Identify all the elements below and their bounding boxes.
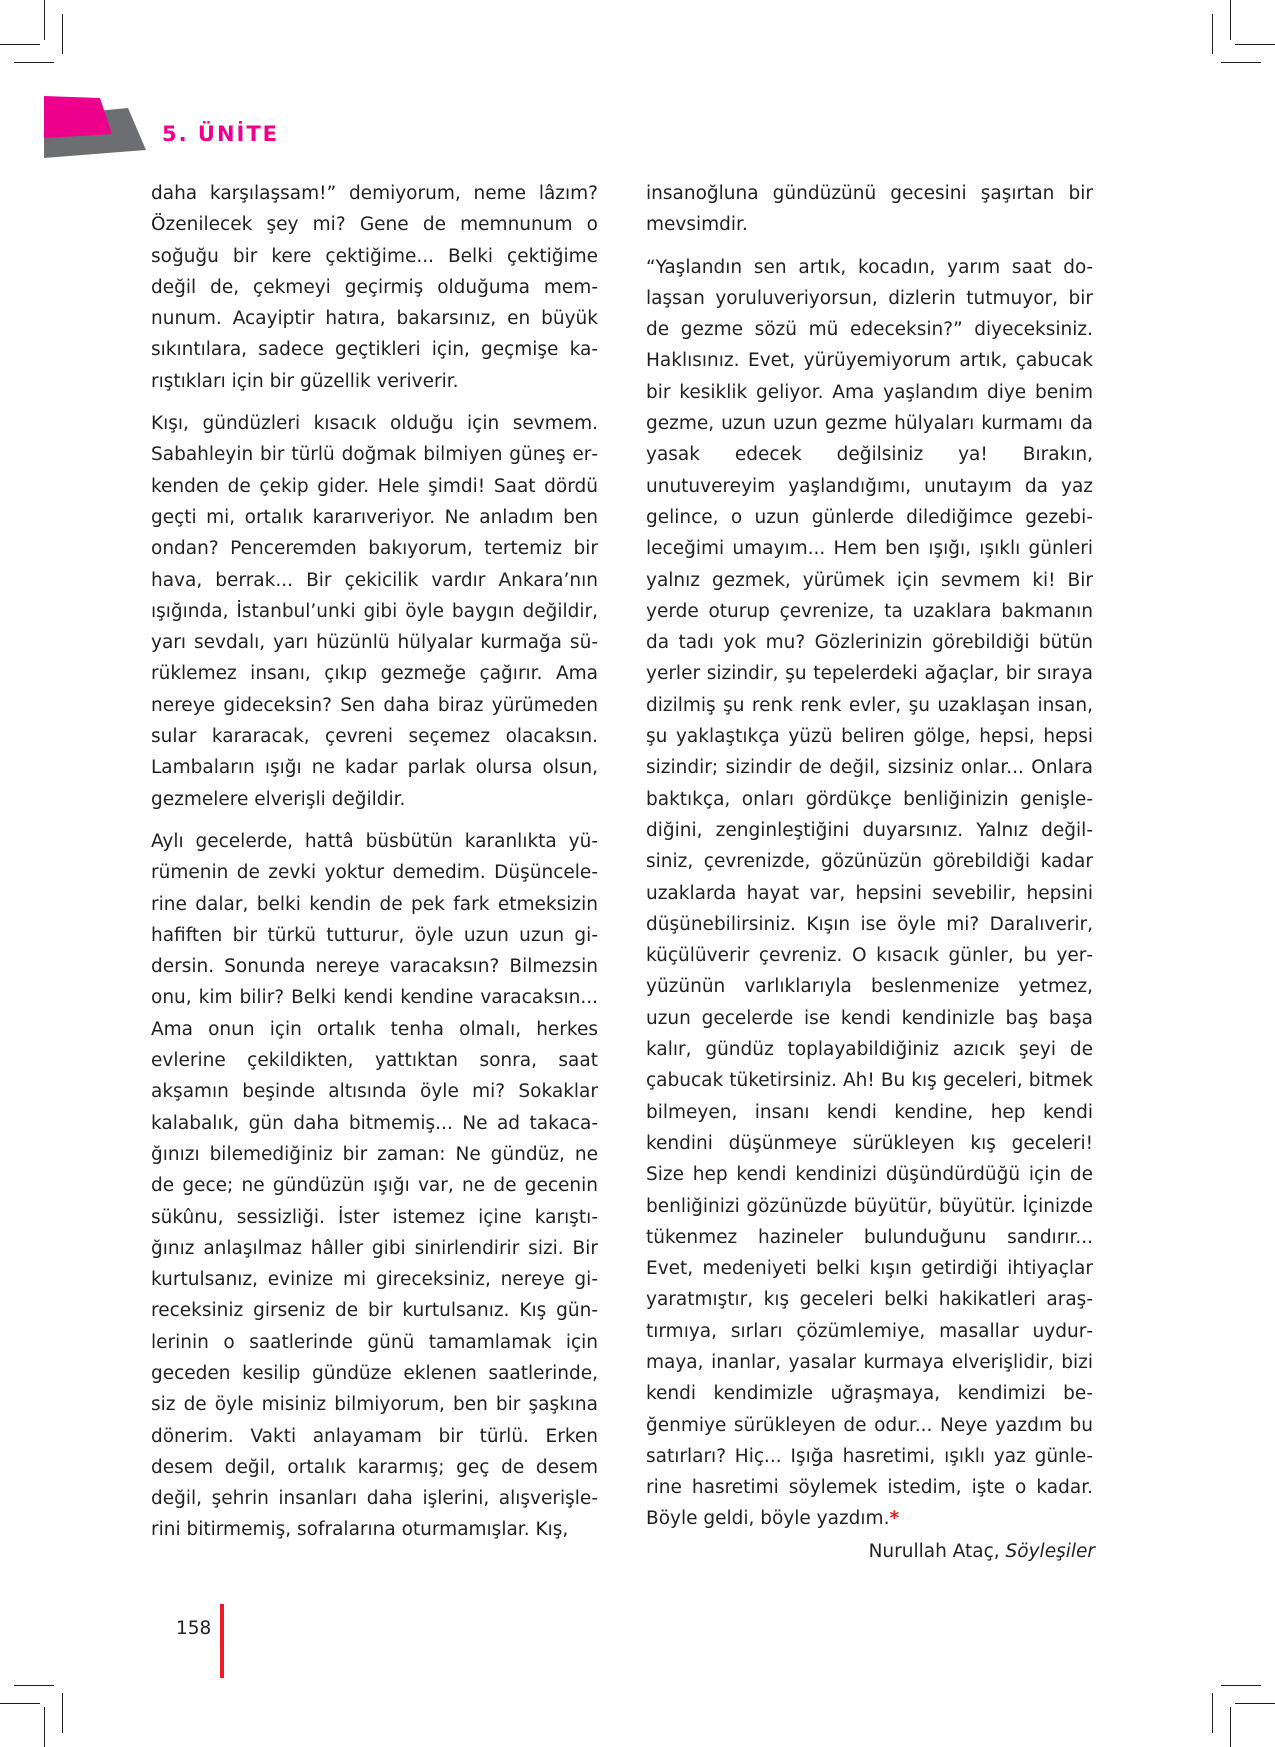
crop-mark [1230,0,1231,40]
crop-mark [0,1703,40,1704]
crop-mark [1235,44,1275,45]
crop-mark [1212,14,1213,54]
crop-mark [1221,62,1261,63]
paragraph: Kışı, gündüzleri kısacık olduğu için sevmem. Sabahleyin bir türlü doğmak bilmiyen güneş erkenden de çekip gider. Hele şimdi! Saat dördü geçti mi, ortalık kararıveriyor. Ne anladım ben ondan? Penceremden bakıyorum, tertemiz bir hava, berrak... Bir çekicilik vardır Ankara’nın ışığında, İstanbul’unki gibi öyle baygın değildir, yarı sevdalı, yarı hüzünlü hülyalar kurmağa sürüklemez insanı, çıkıp gezmeğe çağırır. Ama nereye gideceksin? Sen daha biraz yürümeden sular kararacak, çevreni seçemez olacaksın. Lambaların ışığı ne kadar parlak olursa olsun, gezmelere elverişli değildir. [151,413,598,810]
crop-mark [62,1693,63,1733]
page-number: 158 [176,1618,212,1639]
source-work: Söyleşiler [1005,1541,1095,1562]
page-number-bar [220,1604,224,1678]
paragraph-text: “Yaşlandın sen artık, kocadın, yarım saat dolaşsan yoruluveriyorsun, dizlerin tutmuyor, bir de gezme sözü mü edeceksin?” diyeceksiniz. Haklısınız. Evet, yürüyemiyorum artık, çabucak bir kesiklik geliyor. Ama yaşlandım diye benim gezme, uzun uzun gezme hülyaları kurmamı da yasak edecek değilsiniz ya! Bırakın, unutuvereyim yaşlandığımı, unutayım da yaz gelince, o uzun günlerde dilediğimce gezebileceğimi umayım... Hem ben ışığı, ışıklı günleri yalnız gezmek, yürümek için sevmem ki! Bir yerde oturup çevrenize, ta uzaklara bakmanın da tadı yok mu? Gözlerinizin görebildiği bütün yerler sizindir, şu tepelerdeki ağaçlar, bir sıraya dizilmiş şu renk renk evler, şu uzaklaşan insan, şu yaklaştıkça yüzü beliren gölge, hepsi, hepsi sizindir; sizindir de değil, sizsiniz onlar... Onlara baktıkça, onları gördükçe benliğinizin genişlediğini, zenginleştiğini duyarsınız. Yalnız değilsiniz, çevrenizde, gözünüzün görebildiği kadar uzaklarda hayat var, hepsini sevebilir, hepsini düşünebilirsiniz. Kışın ise öyle mi? Daralıverir, küçülüverir çevreniz. O kısacık günler, bu yeryüzünün varlıklarıyla beslenmenize yetmez, uzun gecelerde ise kendi kendinizle baş başa kalır, gündüz toplayabildiğiniz azıcık şeyi de çabucak tüketirsiniz. Ah! Bu kış geceleri, bitmek bilmeyen, insanı kendi kendine, hep kendi kendini düşünmeye sürükleyen kış geceleri! Size hep kendi kendinizi düşündürdüğü için de benliğinizi gözünüzde büyütür, büyütür. İçinizde tükenmez hazineler bulunduğunu sandırır... Evet, medeniyeti belki kışın getirdiği ihtiyaçlar yaratmıştır, kış geceleri belki hakikatleri araştırmıya, sırları çözümlemiye, masallar uydurmaya, inanlar, yasalar kurmaya elverişlidir, bizi kendi kendimizle uğraşmaya, kendimizi beğenmiye sürükleyen de odur... Neye yazdım bu satırları? Hiç... Işığa hasretimi, ışıklı yaz günlerine hasretimi söylemek istedim, işte o kadar. Böyle geldi, böyle yazdım. [646,256,1093,1530]
paragraph: insanoğluna gündüzünü gecesini şaşırtan bir mevsimdir. [646,183,1093,236]
crop-mark [1221,1685,1261,1686]
unit-title: 5. ÜNİTE [162,122,280,146]
paragraph: daha karşılaşsam!” demiyorum, neme lâzım? Özenilecek şey mi? Gene de memnunum o soğuğu bir kere çektiğime... Belki çektiğime değil de, çekmeyi geçirmiş olduğuma memnunum. Acayiptir hatıra, bakarsınız, en büyük sıkıntılara, sadece geçtikleri için, geçmişe karıştıkları için bir güzellik veriverir. [151,183,598,392]
crop-mark [1212,1693,1213,1733]
unit-tab-graphic [0,0,160,160]
source-author: Nurullah Ataç, [868,1541,1000,1562]
source-citation [869,1541,1095,1562]
crop-mark [14,1685,54,1686]
crop-mark [1230,1707,1231,1747]
crop-mark [44,1707,45,1747]
right-column [646,178,1093,1546]
footnote-mark: * [889,1508,900,1530]
left-column [151,178,598,1557]
paragraph [646,252,1093,1535]
paragraph: Aylı gecelerde, hattâ büsbütün karanlıkta yürümenin de zevki yoktur demedim. Düşüncelerine dalar, belki kendin de pek fark etmeksizin hafiften bir türkü tutturur, öyle uzun uzun gidersin. Sonunda nereye varacaksın? Bilmezsin onu, kim bilir? Belki kendi kendine varacaksın... Ama onun için ortalık tenha olmalı, herkes evlerine çekildikten, yattıktan sonra, saat akşamın beşinde altısında öyle mi? Sokaklar kalabalık, gün daha bitmemiş... Ne ad takacağınızı bilemediğiniz bir zaman: Ne gündüz, ne de gece; ne gündüzün ışığı var, ne de gecenin sükûnu, sessizliği. İster istemez içine karıştığınız anlaşılmaz hâller gibi sinirlendirir sizi. Bir kurtulsanız, evinize mi gireceksiniz, nereye gireceksiniz girseniz de bir kurtulsanız. Kış günlerinin o saatlerinde günü tamamlamak için geceden kesilip gündüze eklenen saatlerinde, siz de öyle misiniz bilmiyorum, ben bir şaşkına dönerim. Vakti anlayamam bir türlü. Erken desem değil, ortalık kararmış; geç de desem değil, şehrin insanları daha işlerini, alışverişlerini bitirmemiş, sofralarına oturmamışlar. Kış, [151,830,598,1541]
crop-mark [1235,1703,1275,1704]
